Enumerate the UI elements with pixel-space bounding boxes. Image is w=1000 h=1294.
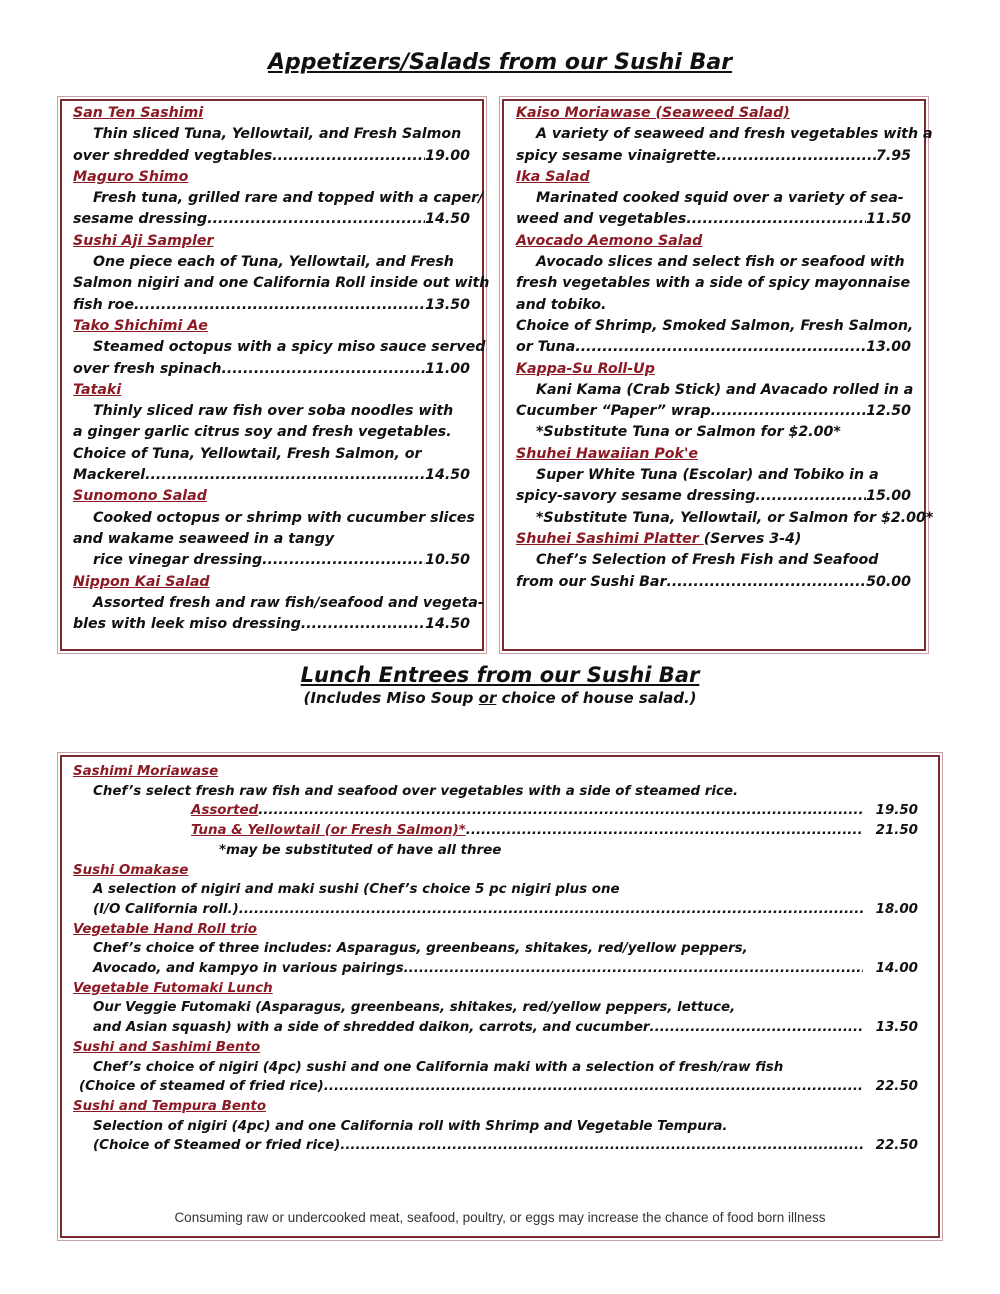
leader-dots: [711, 401, 866, 422]
menu-item-description: from our Sushi Bar: [516, 573, 667, 590]
menu-item-title: [516, 167, 911, 188]
menu-item-price: 7.95: [875, 147, 911, 164]
menu-item-price: 13.00: [866, 339, 911, 356]
menu-item-title: [73, 380, 470, 401]
lunch-subtitle-post: choice of house salad.): [496, 689, 697, 707]
lunch-item-name: Vegetable Futomaki Lunch: [73, 980, 273, 996]
menu-item-description: fish roe: [73, 296, 135, 313]
leader-dots: [207, 209, 425, 230]
lunch-price-row: [73, 959, 918, 979]
menu-item-description: rice vinegar dressing: [93, 552, 263, 569]
lunch-item-note: *may be substituted of have all three: [219, 842, 502, 858]
lunch-item-price: 22.50: [875, 1079, 918, 1095]
menu-item-price-row: [73, 146, 470, 167]
menu-item-note: *Substitute Tuna, Yellowtail, or Salmon for $2.00*: [536, 509, 934, 526]
lunch-item-name: Vegetable Hand Roll trio: [73, 921, 257, 937]
menu-item-description: and wakame seaweed in a tangy: [73, 530, 335, 547]
lunch-option-price: 19.50: [875, 803, 918, 819]
lunch-list: [73, 762, 918, 1156]
lunch-item-description: Chef’s choice of nigiri (4pc) sushi and one California maki with a selection of fresh/raw fish: [93, 1059, 784, 1075]
menu-item-price-row: [73, 209, 470, 230]
menu-item-description: over shredded vegtables: [73, 147, 273, 164]
lunch-item-description: Our Veggie Futomaki (Asparagus, greenbeans, shitakes, red/yellow peppers, lettuce,: [93, 1000, 736, 1016]
menu-item-name: Nippon Kai Salad: [73, 573, 210, 590]
lunch-subtitle: [0, 689, 1000, 707]
lunch-subtitle-or: or: [478, 689, 497, 707]
lunch-item-description: Avocado, and kampyo in various pairings: [93, 961, 404, 977]
menu-item-price: 13.50: [425, 296, 470, 313]
menu-item-name: Ika Salad: [516, 168, 590, 185]
menu-item-description: Thin sliced Tuna, Yellowtail, and Fresh Salmon: [93, 126, 462, 143]
menu-item-description: A variety of seaweed and fresh vegetables with a: [536, 126, 933, 143]
appetizers-title: Appetizers/Salads from our Sushi Bar: [267, 50, 733, 75]
menu-item-title: [73, 103, 470, 124]
leader-dots: [755, 486, 866, 507]
lunch-price-row: [73, 1136, 918, 1156]
leader-dots: [262, 550, 425, 571]
menu-item-serves: (Serves 3-4): [703, 530, 802, 547]
menu-item-description: Chef’s Selection of Fresh Fish and Seafood: [536, 552, 879, 569]
menu-item-title: [516, 529, 911, 550]
lunch-price-row: [73, 900, 918, 920]
menu-item-price: 15.00: [866, 488, 911, 505]
menu-item-title: [516, 103, 911, 124]
menu-item-title: [73, 572, 470, 593]
menu-item-description: Choice of Tuna, Yellowtail, Fresh Salmon, or: [73, 445, 422, 462]
lunch-item-description: Selection of nigiri (4pc) and one California roll with Shrimp and Vegetable Tempura.: [93, 1118, 728, 1134]
lunch-option-price: 21.50: [875, 823, 918, 839]
menu-item-description: Fresh tuna, grilled rare and topped with a caper/: [93, 190, 484, 207]
leader-dots: [324, 1077, 863, 1097]
lunch-price-row: [73, 1077, 918, 1097]
menu-item-price: 14.50: [425, 211, 470, 228]
menu-item-description: a ginger garlic citrus soy and fresh vegetables.: [73, 424, 452, 441]
menu-item-description: weed and vegetables: [516, 211, 687, 228]
leader-dots: [340, 1136, 863, 1156]
menu-item-title: [73, 231, 470, 252]
menu-item-price: 10.50: [425, 552, 470, 569]
leader-dots: [145, 465, 425, 486]
menu-item-description: Salmon nigiri and one California Roll inside out with: [73, 275, 490, 292]
menu-item-name: Shuhei Hawaiian Pok'e: [516, 445, 698, 462]
menu-item-description: Super White Tuna (Escolar) and Tobiko in a: [536, 467, 879, 484]
menu-item-name: Tako Shichimi Ae: [73, 317, 208, 334]
menu-item-price-row: [516, 209, 911, 230]
menu-item-name: Sushi Aji Sampler: [73, 232, 214, 249]
menu-item-description: Avocado slices and select fish or seafood with: [536, 254, 905, 271]
menu-item-price-row: [73, 465, 470, 486]
menu-item-description: Assorted fresh and raw fish/seafood and vegeta-: [93, 594, 484, 611]
leader-dots: [239, 900, 863, 920]
leader-dots: [650, 1018, 863, 1038]
menu-item-title: [516, 231, 911, 252]
menu-item-title: [516, 359, 911, 380]
menu-item-price-row: [73, 359, 470, 380]
menu-item-name: Shuhei Sashimi Platter: [516, 530, 704, 547]
leader-dots: [221, 359, 425, 380]
lunch-item-price: 14.00: [875, 961, 918, 977]
lunch-item-description: (Choice of steamed of fried rice): [79, 1079, 324, 1095]
menu-item-title: [73, 316, 470, 337]
menu-item-price-row: [73, 295, 470, 316]
lunch-option-label: Tuna & Yellowtail (or Fresh Salmon)*: [191, 823, 466, 839]
lunch-item-price: 13.50: [875, 1020, 918, 1036]
menu-item-description: Cucumber “Paper” wrap: [516, 403, 711, 420]
menu-item-price-row: [516, 486, 911, 507]
lunch-item-name: Sushi and Tempura Bento: [73, 1098, 267, 1114]
menu-item-description: Steamed octopus with a spicy miso sauce served: [93, 339, 486, 356]
menu-item-description: Choice of Shrimp, Smoked Salmon, Fresh Salmon,: [516, 317, 914, 334]
leader-dots: [716, 146, 876, 167]
menu-item-description: One piece each of Tuna, Yellowtail, and Fresh: [93, 254, 454, 271]
menu-item-price: 50.00: [866, 573, 911, 590]
leader-dots: [272, 146, 425, 167]
menu-item-price-row: [516, 572, 911, 593]
menu-item-name: Sunomono Salad: [73, 488, 207, 505]
menu-item-name: Tataki: [73, 381, 122, 398]
menu-item-price-row: [516, 146, 911, 167]
food-safety-footer: Consuming raw or undercooked meat, seafood, poultry, or eggs may increase the chance of food born illness: [174, 1210, 826, 1225]
lunch-item-description: Chef’s choice of three includes: Asparagus, greenbeans, shitakes, red/yellow peppers,: [93, 941, 748, 957]
leader-dots: [686, 209, 866, 230]
menu-item-description: Thinly sliced raw fish over soba noodles with: [93, 403, 454, 420]
lunch-item-price: 18.00: [875, 901, 918, 917]
lunch-price-row: [73, 1018, 918, 1038]
menu-item-price-row: [73, 550, 470, 571]
menu-item-price: 11.50: [866, 211, 911, 228]
menu-item-price: 12.50: [866, 403, 911, 420]
lunch-item-description: (Choice of Steamed or fried rice): [93, 1138, 341, 1154]
lunch-option-row: [73, 801, 918, 821]
menu-item-title: [73, 167, 470, 188]
lunch-item-description: A selection of nigiri and maki sushi (Chef’s choice 5 pc nigiri plus one: [93, 882, 620, 898]
lunch-item-name: Sushi Omakase: [73, 862, 189, 878]
lunch-item-name: Sushi and Sashimi Bento: [73, 1039, 261, 1055]
leader-dots: [404, 959, 863, 979]
leader-dots: [258, 801, 863, 821]
lunch-option-row: [73, 821, 918, 841]
menu-item-description: Marinated cooked squid over a variety of sea-: [536, 190, 904, 207]
menu-item-name: Kaiso Moriawase (Seaweed Salad): [516, 105, 790, 121]
menu-item-price-row: [73, 614, 470, 635]
menu-item-description: spicy-savory sesame dressing: [516, 488, 756, 505]
menu-item-price-row: [516, 401, 911, 422]
menu-item-description: or Tuna: [516, 339, 576, 356]
menu-item-description: spicy sesame vinaigrette: [516, 147, 717, 164]
menu-item-price: 14.50: [425, 467, 470, 484]
menu-item-price: 11.00: [425, 360, 470, 377]
menu-item-description: bles with leek miso dressing: [73, 616, 301, 633]
leader-dots: [575, 337, 866, 358]
lunch-option-label: Assorted: [191, 803, 259, 819]
leader-dots: [466, 821, 863, 841]
lunch-item-price: 22.50: [875, 1138, 918, 1154]
appetizers-left-column: [73, 103, 490, 635]
menu-item-description: fresh vegetables with a side of spicy mayonnaise: [516, 275, 911, 292]
leader-dots: [666, 572, 866, 593]
menu-item-title: [516, 444, 911, 465]
menu-item-title: [73, 486, 470, 507]
menu-item-description: and tobiko.: [516, 296, 607, 313]
menu-item-name: Kappa-Su Roll-Up: [516, 360, 655, 377]
menu-item-description: over fresh spinach: [73, 360, 222, 377]
lunch-item-description: Chef’s select fresh raw fish and seafood over vegetables with a side of steamed rice.: [93, 783, 739, 799]
leader-dots: [301, 614, 425, 635]
appetizers-right-column: [516, 103, 934, 593]
menu-item-price: 19.00: [425, 147, 470, 164]
menu-item-price-row: [516, 337, 911, 358]
leader-dots: [134, 295, 425, 316]
menu-item-name: San Ten Sashimi: [73, 105, 204, 121]
menu-item-description: Kani Kama (Crab Stick) and Avacado rolled in a: [536, 381, 914, 398]
lunch-item-name: Sashimi Moriawase: [73, 764, 219, 779]
lunch-title: Lunch Entrees from our Sushi Bar: [300, 663, 700, 687]
lunch-item-description: (I/O California roll.): [93, 901, 239, 917]
menu-item-description: sesame dressing: [73, 211, 208, 228]
menu-item-price: 14.50: [425, 616, 470, 633]
lunch-item-description: and Asian squash) with a side of shredded daikon, carrots, and cucumber: [93, 1020, 650, 1036]
menu-item-name: Maguro Shimo: [73, 168, 189, 185]
lunch-subtitle-pre: (Includes Miso Soup: [303, 689, 479, 707]
menu-item-note: *Substitute Tuna or Salmon for $2.00*: [536, 424, 841, 441]
menu-item-name: Avocado Aemono Salad: [516, 232, 703, 249]
menu-item-description: Cooked octopus or shrimp with cucumber slices: [93, 509, 475, 526]
menu-item-description: Mackerel: [73, 467, 146, 484]
